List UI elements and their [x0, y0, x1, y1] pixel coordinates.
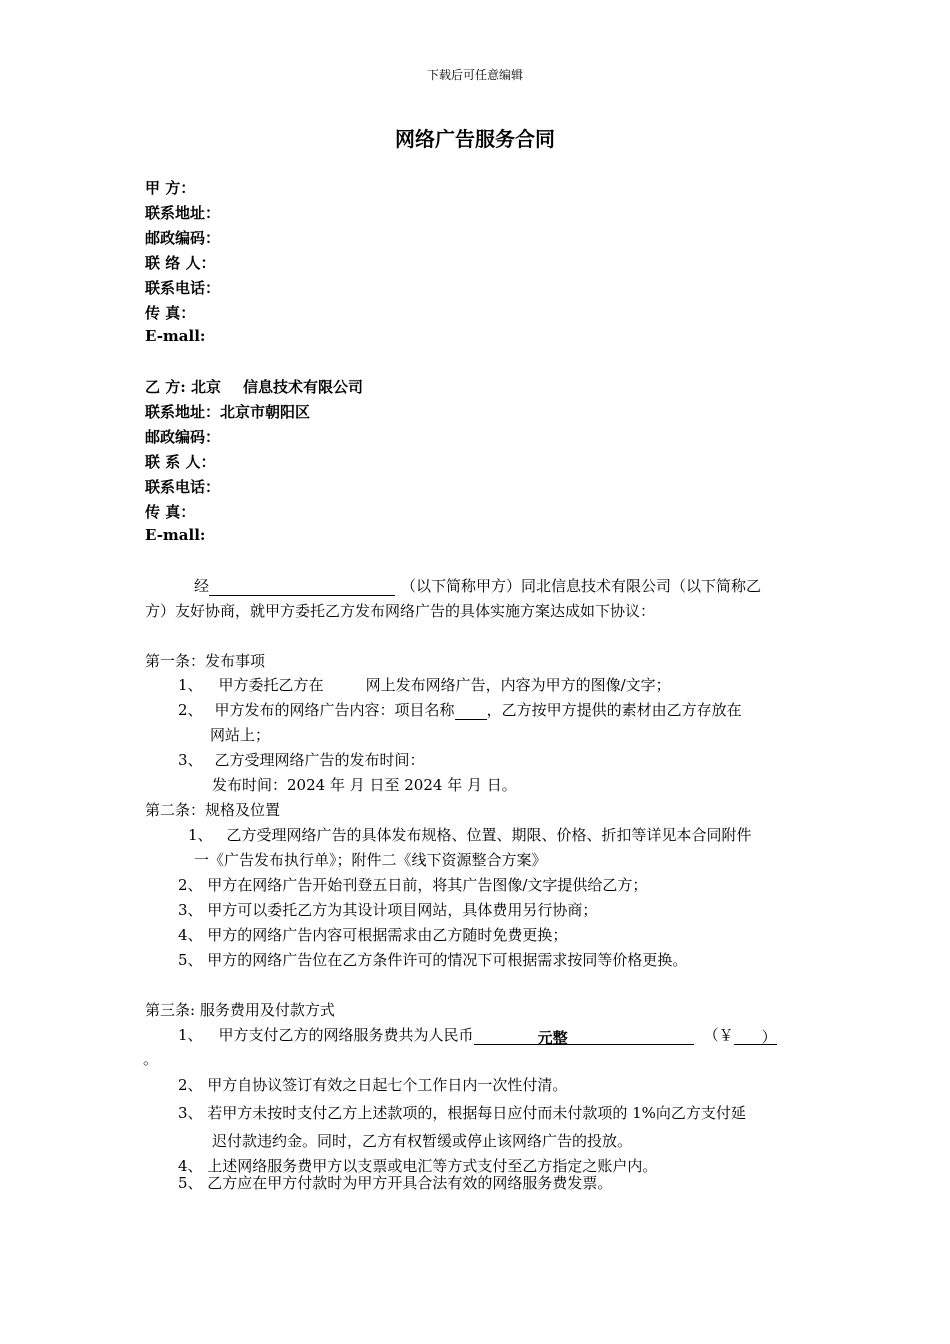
party-a-fax-label: 传 真：: [145, 304, 196, 322]
party-b-postcode-label: 邮政编码：: [145, 428, 221, 446]
party-a-name-label: 甲 方：: [145, 179, 196, 197]
article-3-item-4: 4、 上述网络服务费甲方以支票或电汇等方式支付至乙方指定之账户内。: [178, 1157, 658, 1175]
party-b-address-value: 北京市朝阳区: [220, 403, 311, 421]
item-text: 甲方委托乙方在: [218, 676, 324, 694]
article-2-item-1: [188, 824, 752, 845]
item-text: 乙方受理网络广告的具体发布规格、位置、期限、价格、折扣等详见本合同附件: [226, 826, 752, 844]
article-3-item-3: 3、 若甲方未按时支付乙方上述款项的，根据每日应付而未付款项的 1%向乙方支付延: [178, 1104, 746, 1122]
party-b-name-value-1: 北京: [190, 378, 221, 396]
item-number: 1、: [188, 826, 213, 844]
item-text: 甲方发布的网络广告内容：项目名称: [214, 701, 455, 719]
article-1-heading: 第一条：发布事项: [145, 652, 266, 670]
fee-figure-blank: [734, 1026, 762, 1045]
party-b-phone-label: 联系电话：: [145, 478, 221, 496]
article-2-item-4: 4、 甲方的网络广告内容可根据需求由乙方随时免费更换；: [178, 926, 568, 944]
article-1-item-3: [178, 749, 425, 770]
party-b-address-label: 联系地址：: [145, 403, 221, 421]
item-number: 3、: [178, 751, 203, 769]
party-a-address-label: 联系地址：: [145, 204, 221, 222]
party-a-postcode-label: 邮政编码：: [145, 229, 221, 247]
party-a-contact-label: 联 络 人：: [145, 254, 216, 272]
article-1-publish-time: 发布时间：2024 年 月 日至 2024 年 月 日。: [212, 776, 517, 794]
party-b-name-label: 乙 方:: [145, 378, 191, 396]
party-a-phone-label: 联系电话：: [145, 279, 221, 297]
intro-lead: 经: [194, 577, 210, 595]
party-b-email-label: E-mall:: [145, 526, 206, 544]
article-3-item-2: 2、 甲方自协议签订有效之日起七个工作日内一次性付清。: [178, 1076, 568, 1094]
article-1-item-1: [178, 674, 671, 695]
intro-line-2: 方）友好协商，就甲方委托乙方发布网络广告的具体实施方案达成如下协议：: [145, 602, 656, 620]
item-number: 2、: [178, 701, 203, 719]
party-b-address-line: [145, 401, 310, 422]
header-note: 下载后可任意编辑: [426, 68, 523, 82]
project-name-blank: [455, 701, 487, 720]
item-text: 甲方支付乙方的网络服务费共为人民币: [218, 1026, 474, 1044]
article-3-heading: 第三条: 服务费用及付款方式: [145, 1001, 335, 1019]
article-3-item-3-cont: 迟付款违约金。同时，乙方有权暂缓或停止该网络广告的投放。: [212, 1132, 633, 1150]
article-1-item-2: [178, 699, 742, 720]
contract-title: 网络广告服务合同: [395, 127, 555, 151]
item-text: 网上发布网络广告，内容为甲方的图像/文字；: [365, 676, 671, 694]
item-number: 1、: [178, 676, 203, 694]
article-1-item-2-cont: 网站上；: [210, 726, 271, 744]
article-2-item-3: 3、 甲方可以委托乙方为其设计项目网站，具体费用另行协商；: [178, 901, 598, 919]
article-2-item-1-cont: 一《广告发布执行单》；附件二《线下资源整合方案》: [194, 851, 547, 869]
article-3-item-1-tail: 。: [143, 1050, 159, 1068]
article-2-item-2: 2、 甲方在网络广告开始刊登五日前，将其广告图像/文字提供给乙方；: [178, 876, 648, 894]
party-b-name-line: [145, 376, 363, 397]
item-text: ，乙方按甲方提供的素材由乙方存放在: [486, 701, 742, 719]
article-2-heading: 第二条：规格及位置: [145, 801, 281, 819]
intro-line-1: [194, 575, 761, 596]
fee-amount-blank: 元整: [474, 1027, 694, 1045]
party-b-contact-label: 联 系 人：: [145, 453, 216, 471]
party-a-name-blank: [209, 577, 395, 596]
item-text: （￥: [703, 1026, 734, 1044]
item-number: 1、: [178, 1026, 203, 1044]
article-2-item-5: 5、 甲方的网络广告位在乙方条件许可的情况下可根据需求按同等价格更换。: [178, 951, 688, 969]
intro-line-1-rest: （以下简称甲方）同北信息技术有限公司（以下简称乙: [401, 577, 762, 595]
party-a-email-label: E-mall:: [145, 327, 206, 345]
item-text: 乙方受理网络广告的发布时间：: [214, 751, 425, 769]
party-b-fax-label: 传 真：: [145, 503, 196, 521]
article-3-item-1: [178, 1024, 777, 1045]
party-b-name-value-2: 信息技术有限公司: [243, 378, 364, 396]
article-3-item-5: 5、 乙方应在甲方付款时为甲方开具合法有效的网络服务费发票。: [178, 1174, 613, 1192]
item-text: ）: [761, 1028, 777, 1046]
